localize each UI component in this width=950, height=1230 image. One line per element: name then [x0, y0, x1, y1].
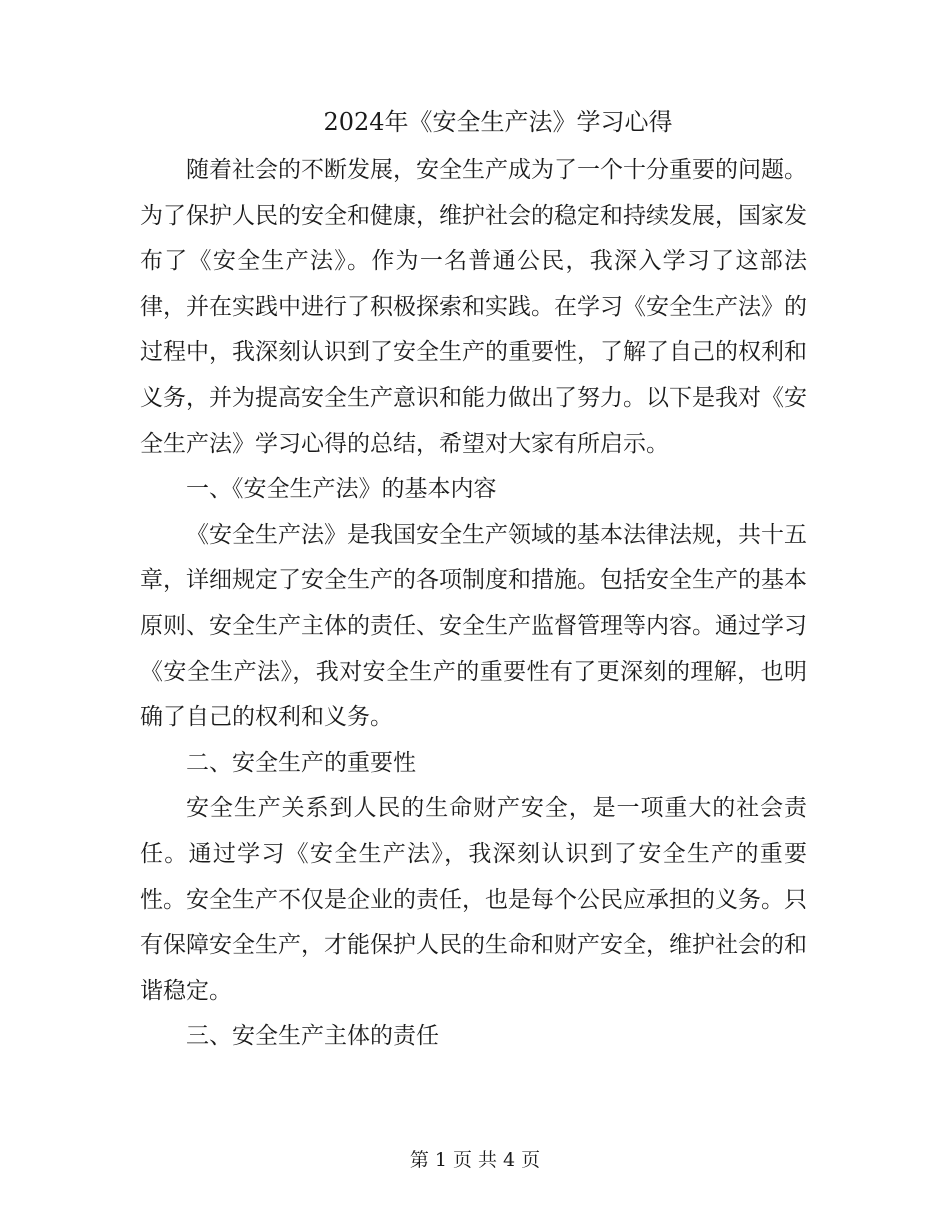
document-title: 2024年《安全生产法》学习心得 [323, 108, 673, 136]
section-paragraph-1: 《安全生产法》是我国安全生产领域的基本法律法规，共十五章，详细规定了安全生产的各项制度和措施。包括安全生产的基本原则、安全生产主体的责任、安全生产监督管理等内容。通过学习《安全生产法》，我对安全生产的重要性有了更深刻的理解，也明确了自己的权利和义务。 [140, 521, 807, 731]
page-number: 第 1 页 共 4 页 [409, 1149, 541, 1171]
section-heading-3: 三、安全生产主体的责任 [186, 1023, 439, 1050]
section-heading-2: 二、安全生产的重要性 [186, 749, 416, 776]
intro-paragraph: 随着社会的不断发展，安全生产成为了一个十分重要的问题。为了保护人民的安全和健康，维护社会的稳定和持续发展，国家发布了《安全生产法》。作为一名普通公民，我深入学习了这部法律，并在实践中进行了积极探索和实践。在学习《安全生产法》的过程中，我深刻认识到了安全生产的重要性，了解了自己的权利和义务，并为提高安全生产意识和能力做出了努力。以下是我对《安全生产法》学习心得的总结，希望对大家有所启示。 [140, 157, 807, 457]
section-heading-1: 一、《安全生产法》的基本内容 [186, 476, 497, 503]
document-body [140, 148, 807, 1060]
section-paragraph-2: 安全生产关系到人民的生命财产安全，是一项重大的社会责任。通过学习《安全生产法》，我深刻认识到了安全生产的重要性。安全生产不仅是企业的责任，也是每个公民应承担的义务。只有保障安全生产，才能保护人民的生命和财产安全，维护社会的和谐稳定。 [140, 795, 807, 1004]
